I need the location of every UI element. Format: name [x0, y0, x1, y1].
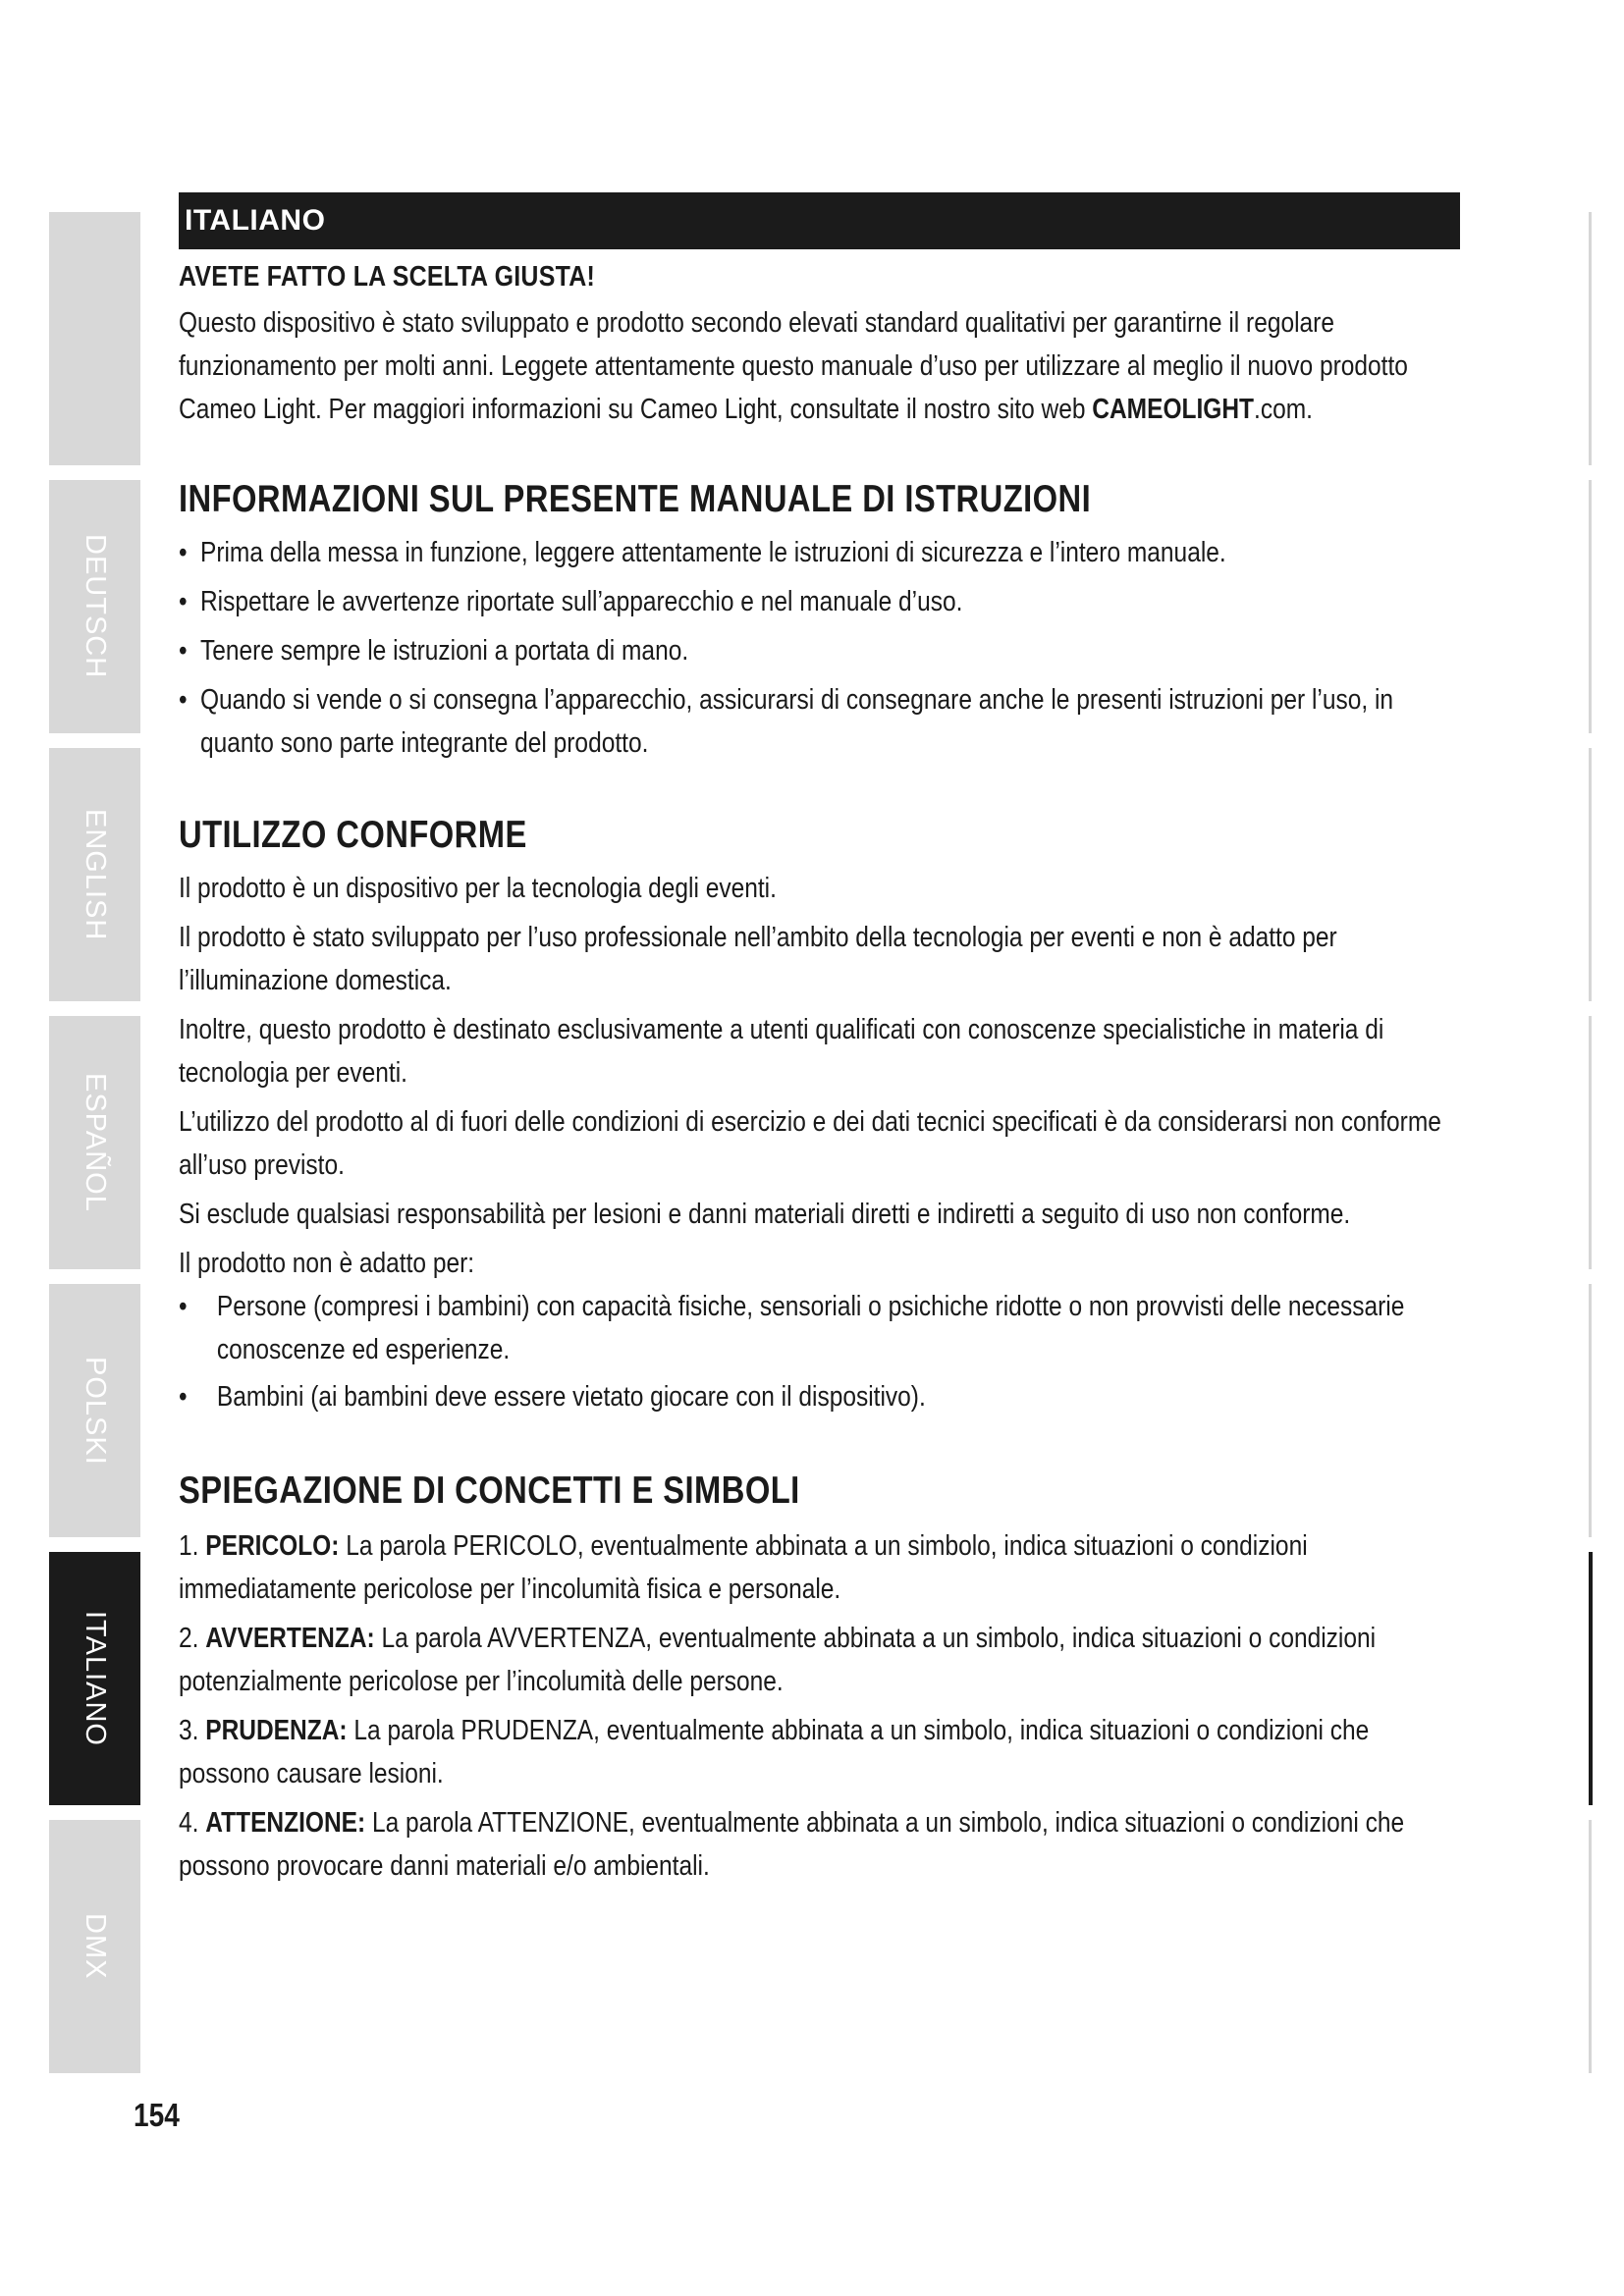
list-item: 4. ATTENZIONE: La parola ATTENZIONE, eventualmente abbinata a un simbolo, indica situazioni o condizioni che possono provocare danni materiali e/o ambientali.: [179, 1807, 1405, 1882]
list-item: 3. PRUDENZA: La parola PRUDENZA, eventualmente abbinata a un simbolo, indica situazioni o condizioni che possono causare lesioni.: [179, 1715, 1370, 1789]
website-name: CAMEOLIGHT: [1092, 394, 1255, 425]
list-item: 2. AVVERTENZA: La parola AVVERTENZA, eventualmente abbinata a un simbolo, indica situazioni o condizioni potenzialmente pericolose per l’incolumità delle persone.: [179, 1623, 1377, 1697]
edge-rule: [1589, 212, 1592, 465]
sidebar-tab-label: DMX: [80, 1913, 111, 1980]
term: PRUDENZA:: [205, 1715, 348, 1746]
list-item: • Quando si vende o si consegna l’apparecchio, assicurarsi di consegnare anche le presenti istruzioni per l’uso, in quanto sono parte integrante del prodotto.: [179, 684, 1394, 759]
paragraph: L’utilizzo del prodotto al di fuori delle condizioni di esercizio e dei dati tecnici specificati è da considerarsi non conforme all’uso previsto.: [179, 1106, 1441, 1181]
main-content: [179, 192, 1460, 1894]
sidebar-tab-label: ITALIANO: [80, 1611, 111, 1746]
term: PERICOLO:: [205, 1530, 340, 1562]
sidebar-tab-deutsch[interactable]: [49, 480, 140, 733]
list-item: 1. PERICOLO: La parola PERICOLO, eventualmente abbinata a un simbolo, indica situazioni o condizioni immediatamente pericolose per l’incolumità fisica e personale.: [179, 1530, 1308, 1605]
sidebar-tab-polski[interactable]: [49, 1284, 140, 1537]
sidebar-tab-label: ESPAÑOL: [80, 1073, 111, 1212]
sidebar-tab-label: POLSKI: [80, 1356, 111, 1466]
edge-rule-active: [1589, 1552, 1593, 1805]
paragraph: Il prodotto è un dispositivo per la tecnologia degli eventi.: [179, 873, 777, 904]
intended-use-text: [179, 867, 1461, 1418]
list-item: • Prima della messa in funzione, leggere attentamente le istruzioni di sicurezza e l’intero manuale.: [179, 537, 1226, 568]
sidebar-tab-label: [79, 799, 111, 951]
manual-info-list: [179, 531, 1461, 765]
sidebar-tab-dmx[interactable]: [49, 1820, 140, 2073]
term: ATTENZIONE:: [205, 1807, 366, 1839]
section-banner: ITALIANO: [179, 192, 1460, 249]
paragraph: Il prodotto non è adatto per:: [179, 1248, 475, 1279]
sidebar-tab-label: DEUTSCH: [80, 534, 111, 679]
sidebar-tab-italiano[interactable]: [49, 1552, 140, 1805]
edge-rule: [1589, 480, 1592, 733]
list-item: • Bambini (ai bambini deve essere vietato giocare con il dispositivo).: [179, 1381, 926, 1413]
paragraph: Inoltre, questo prodotto è destinato esclusivamente a utenti qualificati con conoscenze specialistiche in materia di tecnologia per eventi.: [179, 1014, 1384, 1089]
edge-rule: [1589, 748, 1592, 1001]
edge-rule: [1589, 1820, 1592, 2073]
symbols-list: [179, 1524, 1461, 1888]
sidebar-tab-label: ENGLISH: [80, 808, 111, 941]
section-heading-intended-use: UTILIZZO CONFORME: [179, 814, 527, 856]
paragraph: Si esclude qualsiasi responsabilità per lesioni e danni materiali diretti e indiretti a seguito di uso non conforme.: [179, 1199, 1351, 1230]
term: AVVERTENZA:: [205, 1623, 375, 1654]
section-heading-symbols: SPIEGAZIONE DI CONCETTI E SIMBOLI: [179, 1469, 800, 1512]
paragraph: Il prodotto è stato sviluppato per l’uso professionale nell’ambito della tecnologia per eventi e non è adatto per l’illuminazione domestica.: [179, 922, 1337, 996]
list-item: • Persone (compresi i bambini) con capacità fisiche, sensoriali o psichiche ridotte o non provvisti delle necessarie conoscenze ed esperienze.: [179, 1291, 1405, 1365]
list-item: • Tenere sempre le istruzioni a portata di mano.: [179, 635, 689, 667]
sidebar-tab-blank: [49, 212, 140, 465]
section-heading-manual-info: INFORMAZIONI SUL PRESENTE MANUALE DI ISTRUZIONI: [179, 478, 1092, 520]
list-item: • Rispettare le avvertenze riportate sull’apparecchio e nel manuale d’uso.: [179, 586, 963, 617]
intro-text: Questo dispositivo è stato sviluppato e prodotto secondo elevati standard qualitativi per garantirne il regolare funzionamento per molti anni. Leggete attentamente questo manuale d’uso per utilizzare al meglio il nuovo prodotto Cameo Light. Per maggiori informazioni su Cameo Light, consultate il nostro sito web CAMEOLIGHT.com.: [179, 307, 1408, 425]
edge-rule: [1589, 1284, 1592, 1537]
sidebar-tab-espanol[interactable]: [49, 1016, 140, 1269]
intro-heading: AVETE FATTO LA SCELTA GIUSTA!: [179, 261, 596, 293]
page-number: 154: [134, 2097, 180, 2133]
edge-rule: [1589, 1016, 1592, 1269]
